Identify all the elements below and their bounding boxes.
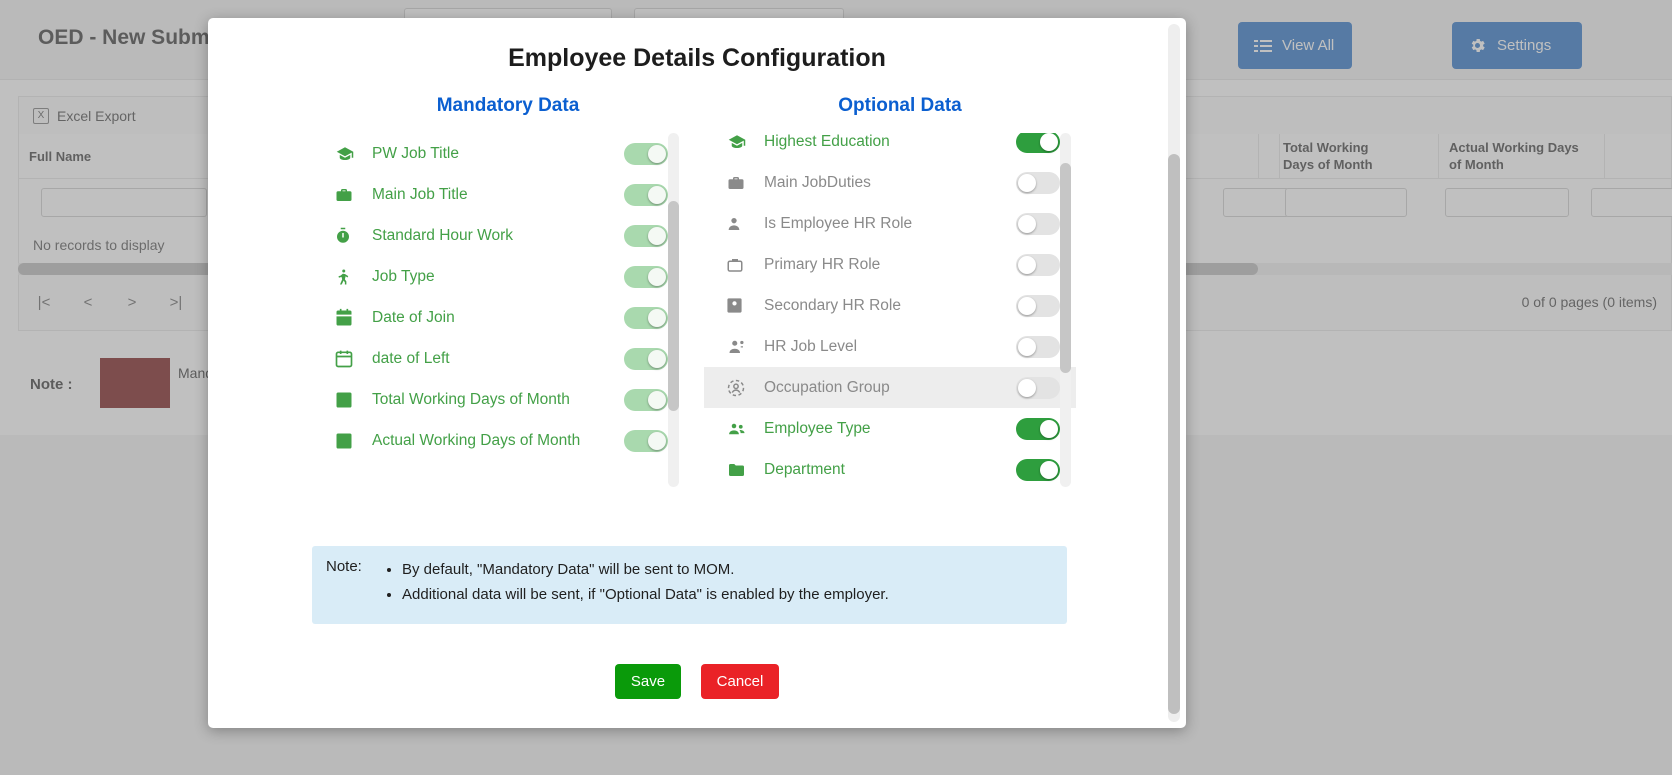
toggle-is-employee-hr-role[interactable] <box>1016 213 1060 235</box>
optional-list <box>704 133 1076 487</box>
dialog-title: Employee Details Configuration <box>508 44 886 72</box>
mandatory-data-heading: Mandatory Data <box>436 95 580 116</box>
config-columns <box>208 95 1186 487</box>
list-item-label: Department <box>764 460 845 478</box>
employee-details-configuration-dialog <box>208 18 1186 728</box>
list-item[interactable] <box>704 133 1076 162</box>
mandatory-data-column <box>312 95 704 487</box>
save-button[interactable]: Save <box>615 664 681 699</box>
toggle-total-working-days[interactable] <box>624 389 668 411</box>
calendar-icon <box>334 308 364 328</box>
list-item[interactable] <box>704 408 1076 449</box>
toggle-department[interactable] <box>1016 459 1060 481</box>
toggle-job-type[interactable] <box>624 266 668 288</box>
toggle-hr-job-level[interactable] <box>1016 336 1060 358</box>
optional-data-column <box>704 95 1096 487</box>
list-item-label: Occupation Group <box>764 378 890 396</box>
mandatory-list-wrapper <box>312 133 704 487</box>
stopwatch-icon <box>334 226 364 246</box>
person-icon <box>726 215 756 233</box>
briefcase-icon <box>334 186 364 204</box>
list-item[interactable] <box>704 203 1076 244</box>
mandatory-list-scrollbar[interactable] <box>668 133 679 487</box>
list-item-label: Employee Type <box>764 419 871 437</box>
toggle-main-jobduties[interactable] <box>1016 172 1060 194</box>
dialog-note-bullet: • By default, "Mandatory Data" will be sent to MOM. <box>402 558 889 583</box>
list-item-label: Job Type <box>372 267 435 285</box>
briefcase-icon <box>726 174 756 192</box>
walking-person-icon <box>334 267 364 287</box>
list-item-label: Highest Education <box>764 133 890 150</box>
list-item[interactable] <box>312 133 684 174</box>
list-item[interactable] <box>312 379 684 420</box>
calendar-outline-icon <box>334 349 364 369</box>
list-item[interactable] <box>704 162 1076 203</box>
toggle-occupation-group[interactable] <box>1016 377 1060 399</box>
toggle-employee-type[interactable] <box>1016 418 1060 440</box>
optional-data-heading: Optional Data <box>838 95 962 116</box>
dialog-note-label: Note: <box>326 558 362 575</box>
list-item[interactable] <box>312 215 684 256</box>
list-item[interactable] <box>704 244 1076 285</box>
toggle-date-of-left[interactable] <box>624 348 668 370</box>
list-item[interactable] <box>704 367 1076 408</box>
calendar-grid-icon <box>334 390 364 410</box>
optional-scroll-thumb[interactable] <box>1060 163 1071 373</box>
list-item-label: Standard Hour Work <box>372 226 513 244</box>
list-item[interactable] <box>704 326 1076 367</box>
toggle-pw-job-title[interactable] <box>624 143 668 165</box>
id-card-icon <box>726 296 756 315</box>
toggle-standard-hour-work[interactable] <box>624 225 668 247</box>
graduation-cap-icon <box>726 133 756 151</box>
list-item[interactable] <box>312 174 684 215</box>
bag-icon <box>726 256 756 274</box>
people-icon <box>726 420 756 438</box>
list-item[interactable] <box>704 285 1076 326</box>
list-item-label: Is Employee HR Role <box>764 214 913 232</box>
graduation-cap-icon <box>334 145 364 163</box>
dialog-note-bullet: • Additional data will be sent, if "Optional Data" is enabled by the employer. <box>402 583 889 608</box>
list-item-label: HR Job Level <box>764 337 858 355</box>
optional-list-wrapper <box>704 133 1096 487</box>
dialog-note <box>312 546 1067 624</box>
list-item-label: Total Working Days of Month <box>372 390 570 408</box>
toggle-actual-working-days[interactable] <box>624 430 668 452</box>
cancel-button[interactable]: Cancel <box>701 664 779 699</box>
list-item[interactable] <box>312 297 684 338</box>
dialog-scrollbar[interactable] <box>1168 24 1180 722</box>
list-item-label: Actual Working Days of Month <box>372 431 581 449</box>
list-item[interactable] <box>312 420 684 461</box>
optional-list-scrollbar[interactable] <box>1060 133 1071 487</box>
toggle-highest-education[interactable] <box>1016 133 1060 153</box>
user-circle-icon <box>726 378 756 398</box>
dialog-note-list <box>382 558 889 624</box>
mandatory-list <box>312 133 684 461</box>
list-item[interactable] <box>312 338 684 379</box>
dialog-scroll-thumb[interactable] <box>1168 154 1180 714</box>
list-item-label: Date of Join <box>372 308 455 326</box>
dialog-footer <box>208 664 1186 699</box>
toggle-secondary-hr-role[interactable] <box>1016 295 1060 317</box>
list-item-label: Main Job Title <box>372 185 468 203</box>
list-item-label: Main JobDuties <box>764 173 871 191</box>
toggle-date-of-join[interactable] <box>624 307 668 329</box>
list-item[interactable] <box>312 256 684 297</box>
list-item[interactable] <box>704 449 1076 487</box>
mandatory-scroll-thumb[interactable] <box>668 201 679 411</box>
calendar-check-icon <box>334 431 364 451</box>
list-item-label: Secondary HR Role <box>764 296 901 314</box>
list-item-label: date of Left <box>372 349 450 367</box>
toggle-main-job-title[interactable] <box>624 184 668 206</box>
people-gear-icon <box>726 338 756 356</box>
list-item-label: PW Job Title <box>372 144 459 162</box>
list-item-label: Primary HR Role <box>764 255 881 273</box>
toggle-primary-hr-role[interactable] <box>1016 254 1060 276</box>
folder-icon <box>726 461 756 479</box>
